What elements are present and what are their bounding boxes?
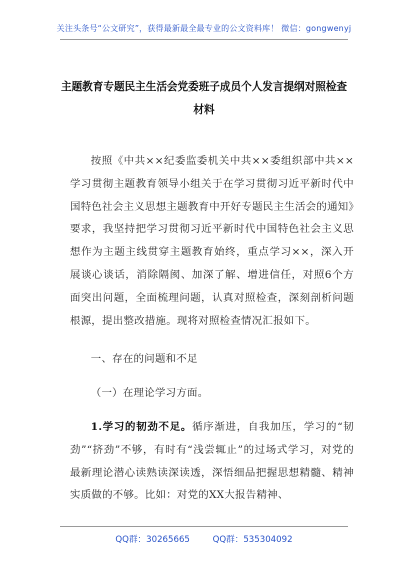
footer <box>0 533 408 545</box>
footer-divider <box>60 526 348 527</box>
point-text: 循序渐进，自我加压，学习的“韧劲”“挤劲”不够，有时有“浅尝辄止”的过场式学习，对党的最新理论潜心读熟读深读透，深悟细品把握思想精髓、精神实质做的不够。比如：对党的XX大报告精神、 <box>70 421 354 502</box>
point-lead: 1.学习的韧劲不足。 <box>90 421 193 433</box>
section-heading: 一、存在的问题和不足 <box>90 353 198 365</box>
header-divider <box>60 39 348 40</box>
document-title: 主题教育专题民主生活会党委班子成员个人发言提纲对照检查材料 <box>60 81 348 116</box>
point-paragraph <box>70 416 354 507</box>
header-banner: 关注头条号“公文研究”，获得最新最全最专业的公文资料库！ 微信：gongwenyj <box>56 24 352 33</box>
footer-qq-group-2: QQ群：535304092 <box>212 535 293 545</box>
intro-paragraph: 按照《中共××纪委监委机关中共××委组织部中共××学习贯彻主题教育领导小组关于在学习贯彻习近平新时代中国特色社会主义思想主题教育中开好专题民主生活会的通知》要求，我坚持把学习贯彻习近平新时代中国特色社会主义思想作为主题主线贯穿主题教育始终，重点学习××，深入开展谈心谈话，消除隔阂、加深了解、增进信任，对照6个方面突出问题，全面梳理问题，认真对照检查，深刻剖析问题根源，提出整改措施。现将对照检查情况汇报如下。 <box>70 155 354 327</box>
footer-qq-group-1: QQ群：30265665 <box>115 535 190 545</box>
subsection-heading: （一）在理论学习方面。 <box>90 387 209 399</box>
